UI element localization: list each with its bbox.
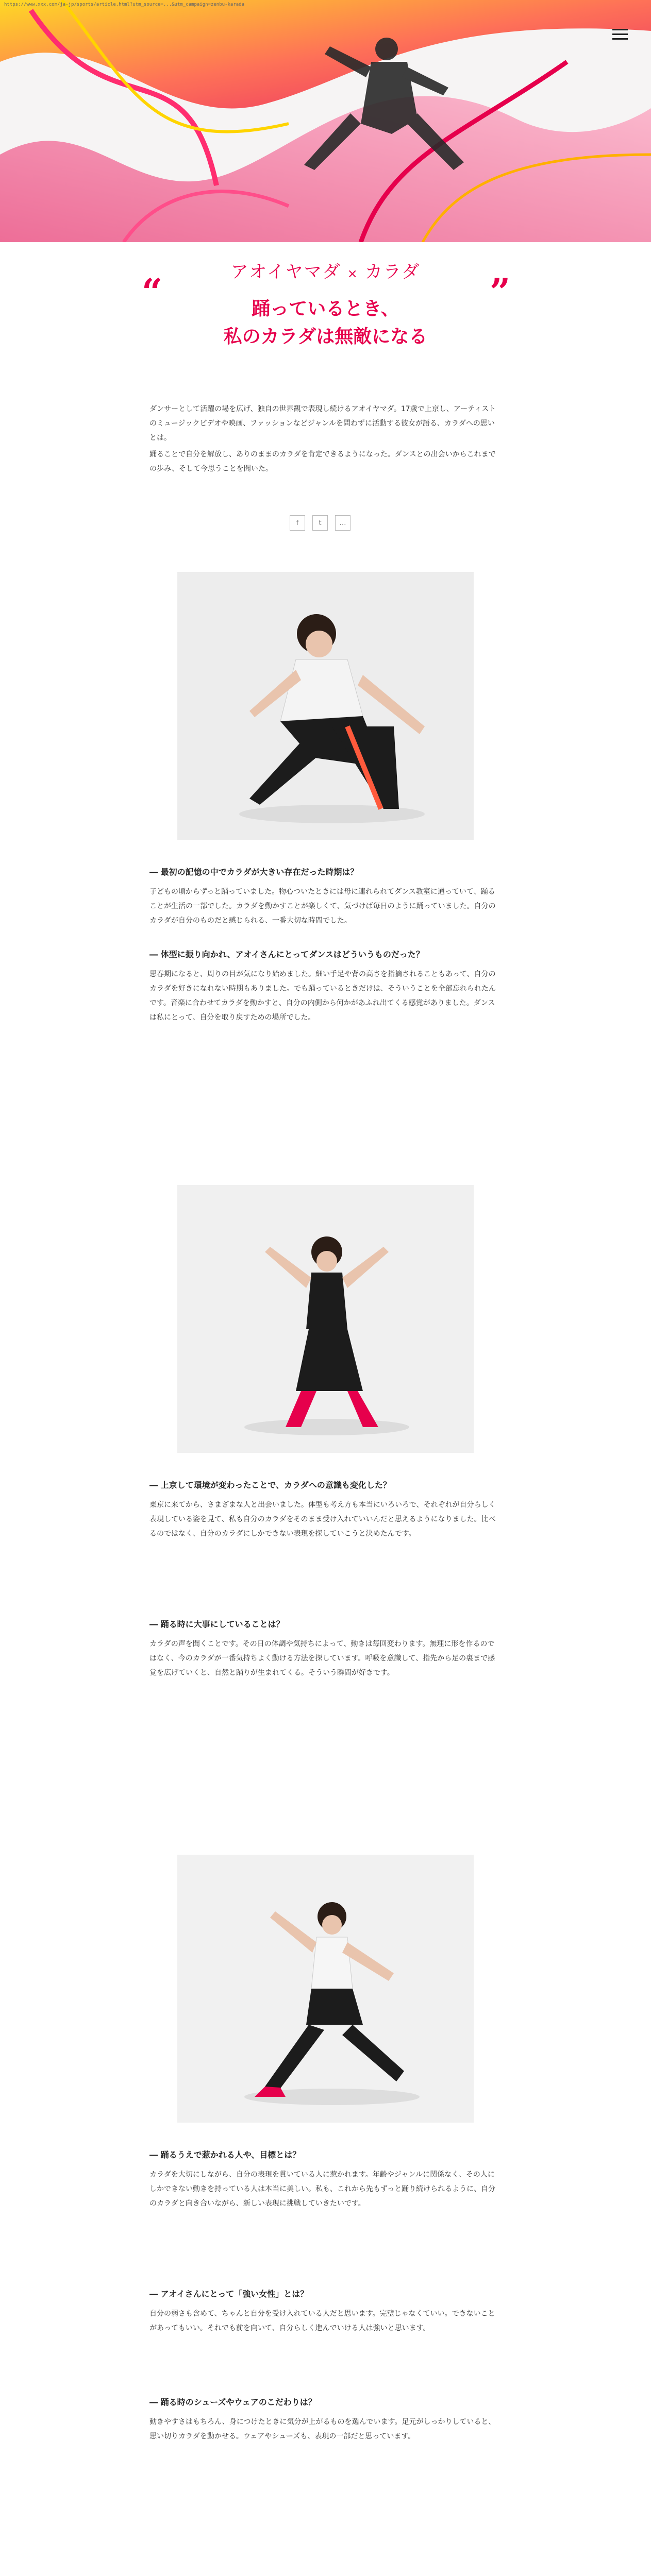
qa-question: ― 体型に振り向かれ、アオイさんにとってダンスはどういうものだった？ bbox=[149, 950, 424, 959]
qa-question: ― 踊る時のシューズやウェアのこだわりは？ bbox=[149, 2397, 316, 2407]
qa-block-5 bbox=[149, 2148, 502, 2211]
share-row-top bbox=[290, 515, 350, 531]
url-bar: https://www.xxx.com/ja-jp/sports/article.html?utm_source=...&utm_campaign=zenbu-karada bbox=[4, 2, 244, 7]
qa-answer: 東京に来てから、さまざまな人と出会いました。体型も考え方も本当にいろいろで、それぞれが自分らしく表現している姿を見て、私も自分のカラダをそのまま受け入れていいんだと思えるようになりました。比べるのではなく、自分のカラダにしかできない表現を探していこうと決めたんです。 bbox=[149, 1501, 496, 1538]
qa-answer: カラダの声を聞くことです。その日の体調や気持ちによって、動きは毎回変わります。無理に形を作るのではなく、今のカラダが一番気持ちよく動ける方法を探しています。呼吸を意識して、指先から足の裏まで感覚を広げていくと、自然と踊りが生まれてくる。そういう瞬間が好きです。 bbox=[149, 1640, 495, 1677]
article-title-block bbox=[149, 258, 502, 351]
menu-button[interactable] bbox=[610, 26, 630, 43]
qa-answer: カラダを大切にしながら、自分の表現を貫いている人に惹かれます。年齢やジャンルに関係なく、その人にしかできない動きを持っている人は本当に美しい。私も、これから先もずっと踊り続けられるように、自分のカラダと向き合いながら、新しい表現に挑戦していきたいです。 bbox=[149, 2171, 496, 2208]
qa-question: ― 踊る時に大事にしていることは？ bbox=[149, 1619, 285, 1629]
qa-question: ― アオイさんにとって「強い女性」とは？ bbox=[149, 2289, 309, 2299]
qa-answer: 動きやすさはもちろん、身につけたときに気分が上がるものを選んでいます。足元がしっかりしていると、思い切りカラダを動かせる。ウェアやシューズも、表現の一部だと思っています。 bbox=[149, 2418, 496, 2441]
hero-swoosh-graphic bbox=[0, 0, 651, 242]
hero-banner bbox=[0, 0, 651, 242]
qa-block-2 bbox=[149, 948, 502, 1025]
article-headline bbox=[149, 295, 502, 351]
qa-question: ― 踊るうえで惹かれる人や、目標とは？ bbox=[149, 2150, 301, 2160]
qa-answer: 子どもの頃からずっと踊っていました。物心ついたときには母に連れられてダンス教室に通っていて、踊ることが生活の一部でした。カラダを動かすことが楽しくて、気づけば毎日のように踊っていました。自分のカラダが自分のものだと感じられる、一番大切な時間でした。 bbox=[149, 888, 496, 925]
qa-block-7 bbox=[149, 2396, 502, 2444]
article-photo-2 bbox=[177, 1185, 474, 1453]
menu-icon-bar bbox=[612, 29, 628, 30]
more-share-icon[interactable]: … bbox=[335, 515, 350, 531]
menu-icon-bar bbox=[612, 38, 628, 40]
headline-line-1: 踊っているとき、 bbox=[252, 298, 399, 319]
article-photo-1 bbox=[177, 572, 474, 840]
facebook-share-icon[interactable]: f bbox=[290, 515, 305, 531]
name-right: カラダ bbox=[364, 262, 421, 282]
menu-icon-bar bbox=[612, 33, 628, 35]
qa-answer: 自分の弱さも含めて、ちゃんと自分を受け入れている人だと思います。完璧じゃなくていい。できないことがあってもいい。それでも前を向いて、自分らしく進んでいける人は強いと思います。 bbox=[149, 2310, 495, 2332]
quote-open-mark: “ bbox=[142, 270, 163, 313]
name-separator: × bbox=[347, 266, 359, 281]
qa-block-6 bbox=[149, 2287, 502, 2335]
article-photo-3 bbox=[177, 1855, 474, 2123]
article-name-line bbox=[149, 258, 502, 283]
qa-answer: 思春期になると、周りの目が気になり始めました。細い手足や背の高さを指摘されることもあって、自分のカラダを好きになれない時期もありました。でも踊っているときだけは、そういうことを全部忘れられたんです。音楽に合わせてカラダを動かすと、自分の内側から何かがあふれ出てくる感覚がありました。ダンスは私にとって、自分を取り戻すための場所でした。 bbox=[149, 970, 496, 1022]
quote-close-mark: ” bbox=[490, 270, 511, 313]
qa-question: ― 最初の記憶の中でカラダが大きい存在だった時期は？ bbox=[149, 867, 359, 877]
article-lead bbox=[149, 402, 502, 476]
name-left: アオイヤマダ bbox=[230, 262, 341, 282]
headline-line-2: 私のカラダは無敵になる bbox=[223, 326, 428, 347]
lead-paragraph: ダンサーとして活躍の場を広げ、独自の世界観で表現し続けるアオイヤマダ。17歳で上京し、アーティストのミュージックビデオや映画、ファッションなどジャンルを問わずに活動する彼女が語る、カラダへの思いとは。 bbox=[149, 405, 496, 442]
lead-paragraph: 踊ることで自分を解放し、ありのままのカラダを肯定できるようになった。ダンスとの出会いからこれまでの歩み、そして今思うことを聞いた。 bbox=[149, 450, 496, 473]
qa-block-1 bbox=[149, 866, 502, 928]
twitter-share-icon[interactable]: t bbox=[312, 515, 328, 531]
qa-question: ― 上京して環境が変わったことで、カラダへの意識も変化した？ bbox=[149, 1480, 391, 1490]
qa-block-3 bbox=[149, 1479, 502, 1541]
qa-block-4 bbox=[149, 1618, 502, 1680]
